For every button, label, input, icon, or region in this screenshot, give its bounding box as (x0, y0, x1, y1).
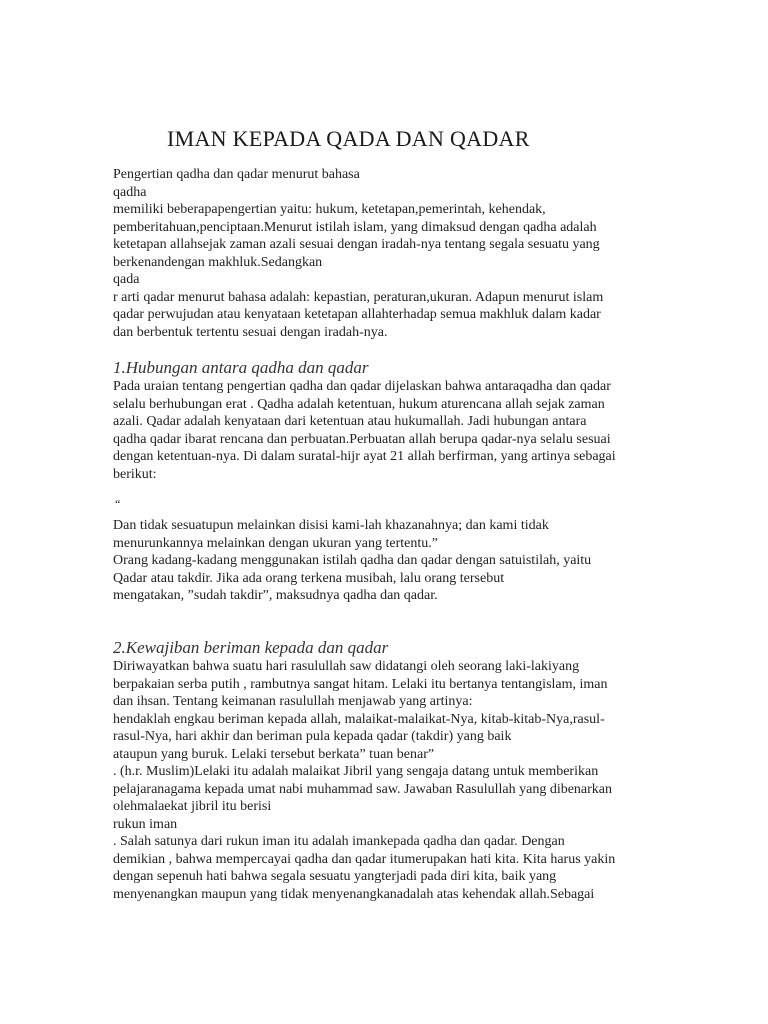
text-line: dan berbentuk tertentu sesuai dengan iradah-nya. (113, 324, 388, 340)
text-line: dengan ketentuan-nya. Di dalam suratal-hijr ayat 21 allah berfirman, yang artinya sebagai (113, 449, 616, 464)
text-line: pemberitahuan,penciptaan.Menurut istilah islam, yang dimaksud dengan qadha adalah (113, 219, 597, 235)
text-line: qada (113, 272, 140, 287)
quote-mark: “ (115, 497, 121, 511)
text-line: olehmalaekat jibril itu berisi (113, 799, 272, 814)
text-line: qadar perwujudan atau kenyataan ketetapan allahterhadap semua makhluk dalam kadar (113, 307, 601, 322)
text-line: rasul-Nya, hari akhir dan beriman pula kepada qadar (takdir) yang baik (113, 729, 512, 744)
text-line: berikut: (113, 466, 157, 482)
text-line: menurunkannya melainkan dengan ukuran yang tertentu.” (113, 535, 438, 551)
text-line: Orang kadang-kadang menggunakan istilah qadha dan qadar dengan satuistilah, yaitu (113, 553, 592, 568)
text-line: dengan sepenuh hati bahwa segala sesuatu yangterjadi pada diri kita, baik yang (113, 869, 557, 884)
text-line: ataupun yang buruk. Lelaki tersebut berkata” tuan benar” (113, 746, 435, 762)
text-line: . Salah satunya dari rukun iman itu adalah imankepada qadha dan qadar. Dengan (113, 834, 565, 849)
text-line: Qadar atau takdir. Jika ada orang terkena musibah, lalu orang tersebut (113, 570, 505, 586)
text-line: hendaklah engkau beriman kepada allah, malaikat-malaikat-Nya, kitab-kitab-Nya,rasul- (113, 711, 605, 727)
section1-paragraph (113, 378, 616, 483)
intro-paragraph (113, 166, 603, 341)
text-line: qadha qadar ibarat rencana dan perbuatan.Perbuatan allah berupa qadar-nya selalu sesuai (113, 431, 611, 447)
section2-heading: 2.Kewajiban beriman kepada dan qadar (113, 638, 389, 657)
text-line: menyenangkan maupun yang tidak menyenangkanadalah atas kehendak allah.Sebagai (113, 886, 595, 902)
section1-heading: 1.Hubungan antara qadha dan qadar (113, 358, 369, 377)
section1-quote-paragraph (113, 517, 591, 605)
text-line: selalu berhubungan erat . Qadha adalah ketentuan, hukum aturencana allah sejak zaman (113, 396, 605, 412)
text-line: Pada uraian tentang pengertian qadha dan qadar dijelaskan bahwa antaraqadha dan qadar (113, 379, 611, 394)
document-title: IMAN KEPADA QADA DAN QADAR (167, 126, 530, 151)
text-line: qadha (113, 184, 147, 200)
text-line: . (h.r. Muslim)Lelaki itu adalah malaikat Jibril yang sengaja datang untuk memberikan (113, 764, 599, 779)
text-line: demikian , bahwa mempercayai qadha dan qadar itumerupakan hati kita. Kita harus yakin (113, 851, 616, 867)
text-line: Dan tidak sesuatupun melainkan disisi kami-lah khazanahnya; dan kami tidak (113, 518, 549, 533)
text-line: azali. Qadar adalah kenyataan dari ketentuan atau hukumallah. Jadi hubungan antara (113, 414, 587, 429)
text-line: berkenandengan makhluk.Sedangkan (113, 254, 323, 270)
text-line: mengatakan, ”sudah takdir”, maksudnya qadha dan qadar. (113, 588, 438, 603)
text-line: r arti qadar menurut bahasa adalah: kepastian, peraturan,ukuran. Adapun menurut islam (113, 289, 604, 305)
text-line: berpakaian serba putih , rambutnya sangat hitam. Lelaki itu bertanya tentangislam, iman (113, 676, 608, 692)
text-line: ketetapan allahsejak zaman azali sesuai dengan iradah-nya tentang segala sesuatu yang (113, 237, 600, 252)
text-line: rukun iman (113, 816, 178, 832)
text-line: pelajaranagama kepada umat nabi muhammad saw. Jawaban Rasulullah yang dibenarkan (113, 781, 613, 797)
text-line: Pengertian qadha dan qadar menurut bahasa (113, 167, 360, 182)
section2-paragraph (113, 658, 615, 903)
text-line: Diriwayatkan bahwa suatu hari rasulullah saw didatangi oleh seorang laki-lakiyang (113, 659, 580, 674)
text-line: memiliki beberapapengertian yaitu: hukum, ketetapan,pemerintah, kehendak, (113, 202, 546, 217)
text-line: dan ihsan. Tentang keimanan rasulullah menjawab yang artinya: (113, 694, 473, 709)
